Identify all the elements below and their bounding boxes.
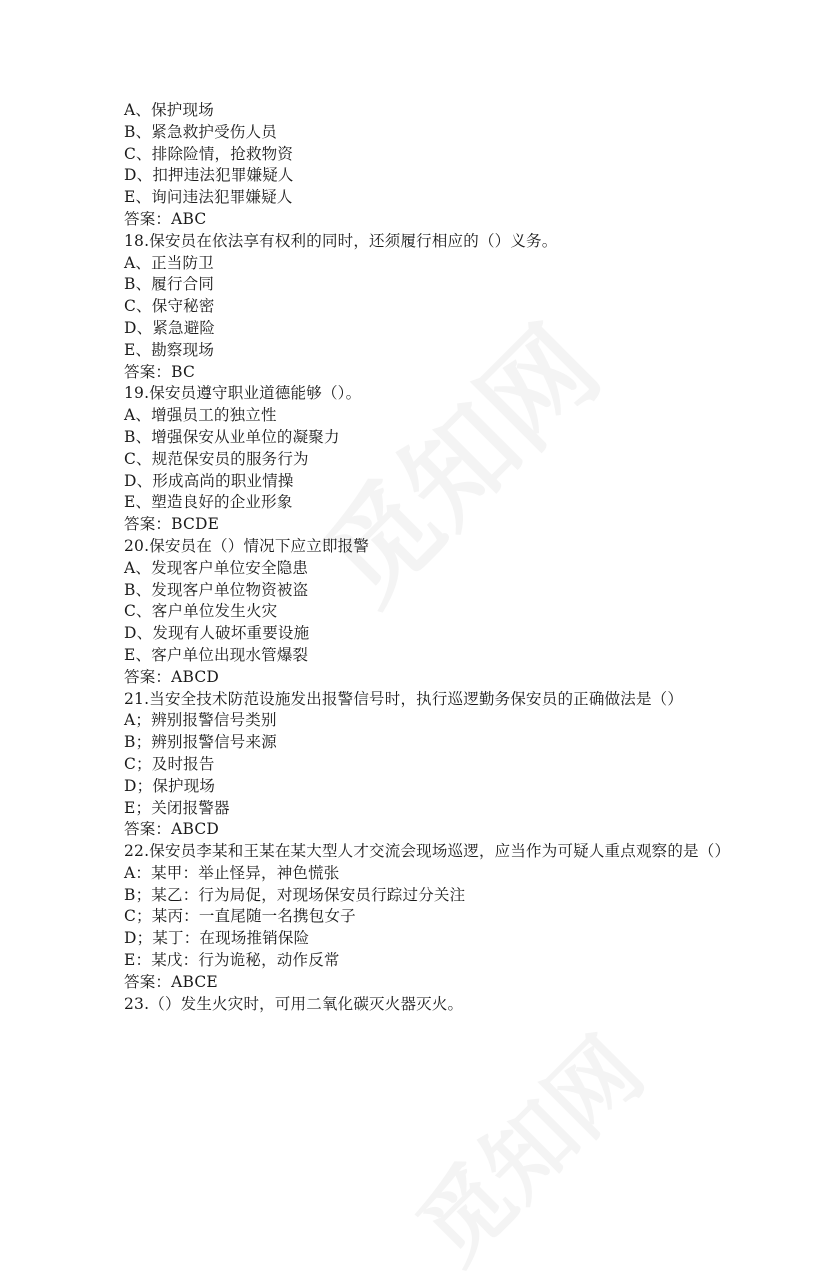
option: A、增强员工的独立性 (124, 406, 277, 425)
question-block (124, 383, 724, 536)
question-stem: 18.保安员在依法享有权利的同时，还须履行相应的（）义务。 (124, 231, 558, 250)
option: D；保护现场 (124, 776, 216, 795)
question-stem: 19.保安员遵守职业道德能够（）。 (124, 384, 362, 403)
option: B、增强保安从业单位的凝聚力 (124, 427, 340, 446)
option: D；某丁：在现场推销保险 (124, 929, 310, 948)
option: B、发现客户单位物资被盗 (124, 580, 309, 599)
option: E、勘察现场 (124, 340, 215, 359)
question-block (124, 841, 731, 994)
answer: 答案：BCDE (124, 515, 220, 534)
option: E；关闭报警器 (124, 798, 230, 817)
option: A；辨别报警信号类别 (124, 711, 277, 730)
option: C、客户单位发生火灾 (124, 602, 278, 621)
option: B；辨别报警信号来源 (124, 733, 277, 752)
question-block (124, 536, 724, 689)
option: C；及时报告 (124, 754, 215, 773)
option: E：某戊：行为诡秘，动作反常 (124, 951, 340, 970)
option: D、扣押违法犯罪嫌疑人 (124, 166, 294, 185)
option: C、保守秘密 (124, 297, 215, 316)
option: B、紧急救护受伤人员 (124, 122, 277, 141)
option: A、保护现场 (124, 101, 214, 119)
option: C、排除险情，抢救物资 (124, 144, 294, 163)
answer: 答案：ABC (124, 209, 207, 228)
question-block (124, 689, 724, 842)
question-block (124, 100, 724, 231)
option: A：某甲：举止怪异，神色慌张 (124, 863, 340, 882)
option: A、正当防卫 (124, 253, 214, 272)
option: E、询问违法犯罪嫌疑人 (124, 188, 293, 207)
option: E、客户单位出现水管爆裂 (124, 645, 309, 664)
question-block (124, 231, 724, 384)
question-stem: 20.保安员在（）情况下应立即报警 (124, 536, 370, 555)
answer: 答案：ABCE (124, 972, 218, 991)
option: D、紧急避险 (124, 318, 216, 337)
option: E、塑造良好的企业形象 (124, 493, 293, 512)
question-block (124, 994, 724, 1016)
page-content (124, 100, 731, 1015)
question-stem: 21.当安全技术防范设施发出报警信号时，执行巡逻勤务保安员的正确做法是（） (124, 689, 684, 708)
option: D、发现有人破坏重要设施 (124, 624, 310, 643)
option: C、规范保安员的服务行为 (124, 449, 309, 468)
answer: 答案：BC (124, 362, 196, 381)
option: B、履行合同 (124, 275, 215, 294)
question-stem: 23.（）发生火灾时，可用二氧化碳灭火器灭火。 (124, 994, 464, 1013)
question-stem: 22.保安员李某和王某在某大型人才交流会现场巡逻，应当作为可疑人重点观察的是（） (124, 842, 731, 861)
answer: 答案：ABCD (124, 820, 220, 839)
option: D、形成高尚的职业情操 (124, 471, 294, 490)
watermark (384, 1004, 667, 1286)
option: A、发现客户单位安全隐患 (124, 558, 309, 577)
option: B；某乙：行为局促，对现场保安员行踪过分关注 (124, 885, 466, 904)
answer: 答案：ABCD (124, 667, 220, 686)
option: C；某丙：一直尾随一名携包女子 (124, 907, 356, 926)
